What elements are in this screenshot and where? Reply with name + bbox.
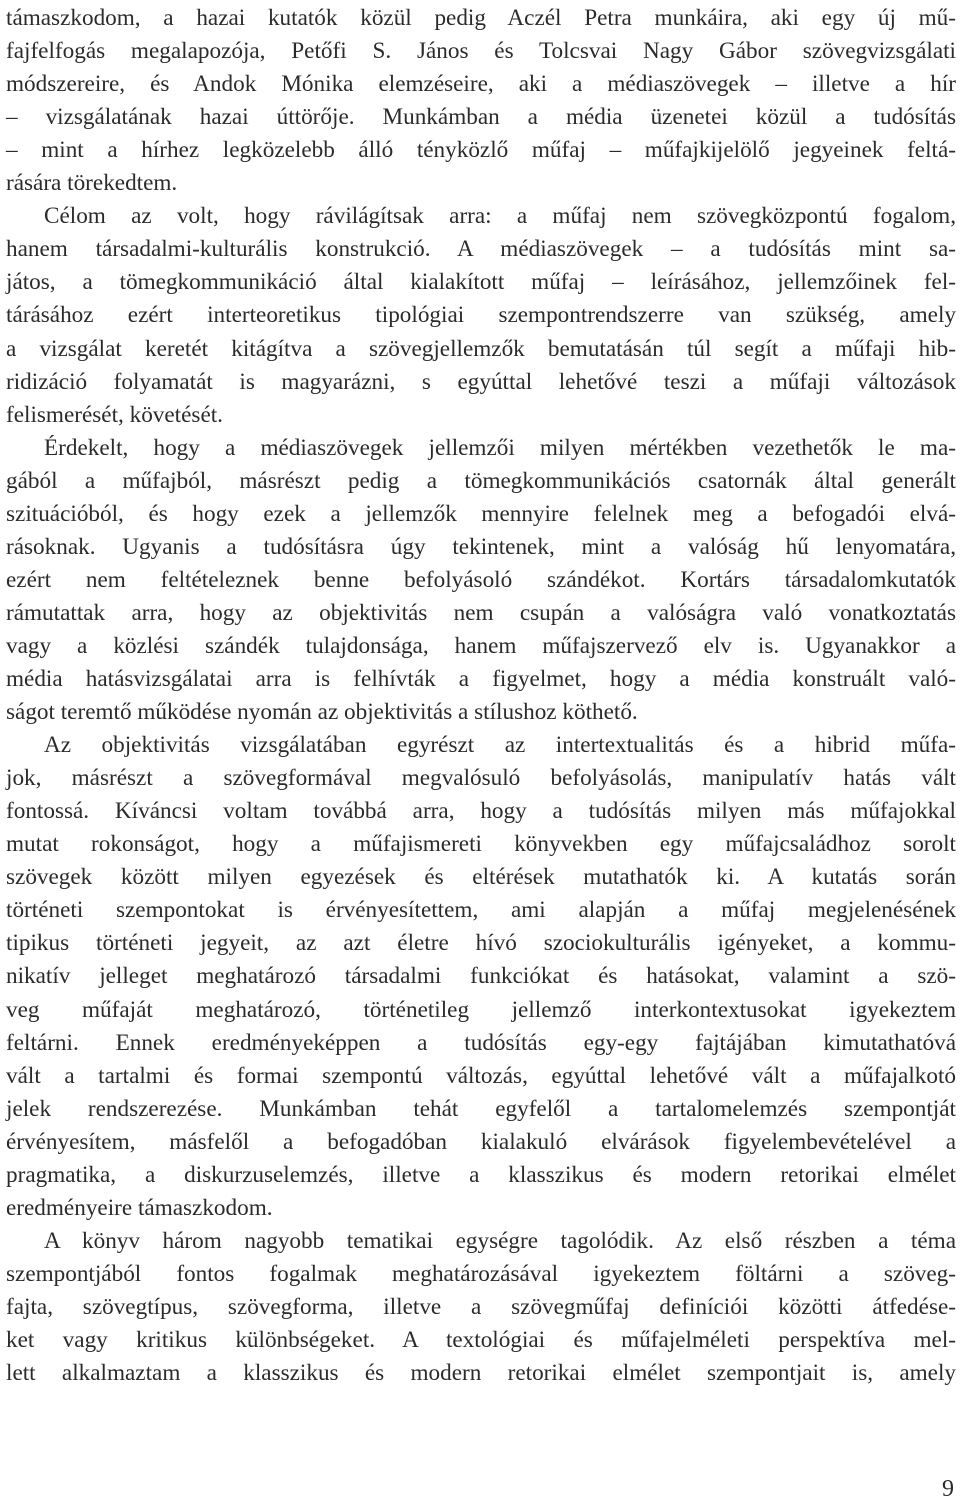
- text-line: ezért nem feltételeznek benne befolyásoló szándékot. Kortárs társadalomkutatók: [6, 566, 956, 593]
- text-line: szempontjából fontos fogalmak meghatározásával igyekeztem föltárni a szöveg-: [6, 1260, 956, 1287]
- page-number: 9: [942, 1476, 954, 1502]
- text-line: mutat rokonságot, hogy a műfajismereti könyvekben egy műfajcsaládhoz sorolt: [6, 831, 956, 858]
- text-line: szövegek között milyen egyezések és eltérések mutathatók ki. A kutatás során: [6, 864, 956, 891]
- text-line: módszereire, és Andok Mónika elemzéseire, aki a médiaszövegek – illetve a hír: [6, 71, 956, 98]
- text-line: vagy a közlési szándék tulajdonsága, hanem műfajszervező elv is. Ugyanakkor a: [6, 632, 956, 659]
- text-line: szituációból, és hogy ezek a jellemzők mennyire felelnek meg a befogadói elvá-: [6, 500, 956, 527]
- text-line: – mint a hírhez legközelebb álló tényközlő műfaj – műfajkijelölő jegyeinek feltá-: [6, 137, 956, 164]
- text-line: nikatív jelleget meghatározó társadalmi funkciókat és hatásokat, valamint a szö-: [6, 963, 956, 990]
- text-line: jok, másrészt a szövegformával megvalósuló befolyásolás, manipulatív hatás vált: [6, 765, 956, 792]
- text-line: Az objektivitás vizsgálatában egyrészt az intertextualitás és a hibrid műfa-: [44, 732, 956, 759]
- text-line: vált a tartalmi és formai szempontú változás, egyúttal lehetővé vált a műfajalkotó: [6, 1062, 956, 1089]
- text-line: tárásához ezért interteoretikus tipológiai szempontrendszerre van szükség, amely: [6, 302, 956, 329]
- text-line: eredményeire támaszkodom.: [6, 1194, 273, 1221]
- text-line: tipikus történeti jegyeit, az azt életre hívó szociokulturális igényeket, a kommu-: [6, 930, 956, 957]
- text-line: történeti szempontokat is érvényesítettem, ami alapján a műfaj megjelenésének: [6, 897, 956, 924]
- text-line: felismerését, követését.: [6, 401, 223, 428]
- text-line: játos, a tömegkommunikáció által kialakított műfaj – leírásához, jellemzőinek fel-: [6, 269, 956, 296]
- text-line: hanem társadalmi-kulturális konstrukció. A médiaszövegek – a tudósítás mint sa-: [6, 236, 956, 263]
- text-line: a vizsgálat keretét kitágítva a szövegjellemzők bemutatásán túl segít a műfaji hib-: [6, 335, 956, 362]
- text-line: pragmatika, a diskurzuselemzés, illetve a klasszikus és modern retorikai elmélet: [6, 1161, 956, 1188]
- text-line: fontossá. Kíváncsi voltam továbbá arra, hogy a tudósítás milyen más műfajokkal: [6, 798, 956, 825]
- text-line: érvényesítem, másfelől a befogadóban kialakuló elvárások figyelembevételével a: [6, 1128, 956, 1155]
- text-line: A könyv három nagyobb tematikai egységre tagolódik. Az első részben a téma: [44, 1227, 956, 1254]
- text-line: rásoknak. Ugyanis a tudósításra úgy tekintenek, mint a valóság hű lenyomatára,: [6, 533, 956, 560]
- text-line: ridizáció folyamatát is magyarázni, s egyúttal lehetővé teszi a műfaji változások: [6, 368, 956, 395]
- text-line: veg műfaját meghatározó, történetileg jellemző interkontextusokat igyekeztem: [6, 996, 956, 1023]
- text-line: ságot teremtő működése nyomán az objektivitás a stílushoz köthető.: [6, 699, 638, 726]
- text-line: média hatásvizsgálatai arra is felhívták a figyelmet, hogy a média konstruált való-: [6, 666, 956, 692]
- text-line: feltárni. Ennek eredményeképpen a tudósítás egy-egy fajtájában kimutathatóvá: [6, 1029, 956, 1056]
- text-line: fajfelfogás megalapozója, Petőfi S. János és Tolcsvai Nagy Gábor szövegvizsgálati: [6, 38, 956, 65]
- text-line: fajta, szövegtípus, szövegforma, illetve a szövegműfaj definíciói közötti átfedése-: [6, 1293, 956, 1320]
- text-line: Érdekelt, hogy a médiaszövegek jellemzői milyen mértékben vezethetők le ma-: [44, 434, 956, 461]
- text-line: rására törekedtem.: [6, 170, 178, 197]
- text-line: gából a műfajból, másrészt pedig a tömegkommunikációs csatornák által generált: [6, 467, 956, 494]
- text-line: ket vagy kritikus különbségeket. A textológiai és műfajelméleti perspektíva mel-: [6, 1327, 956, 1353]
- text-line: Célom az volt, hogy rávilágítsak arra: a műfaj nem szövegközpontú fogalom,: [44, 203, 956, 230]
- text-line: – vizsgálatának hazai úttörője. Munkámban a média üzenetei közül a tudósítás: [6, 104, 956, 131]
- text-line: jelek rendszerezése. Munkámban tehát egyfelől a tartalomelemzés szempontját: [6, 1095, 956, 1122]
- text-line: lett alkalmaztam a klasszikus és modern retorikai elmélet szempontjait is, amely: [6, 1360, 956, 1387]
- text-line: rámutattak arra, hogy az objektivitás nem csupán a valóságra való vonatkoztatás: [6, 599, 956, 626]
- text-line: támaszkodom, a hazai kutatók közül pedig Aczél Petra munkáira, aki egy új mű-: [6, 5, 956, 31]
